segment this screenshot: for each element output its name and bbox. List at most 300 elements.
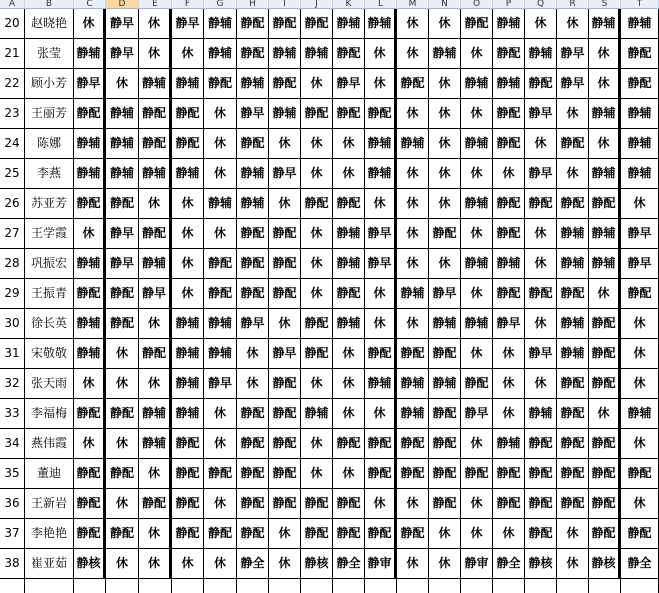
shift-cell[interactable]: 休 (172, 39, 204, 69)
empty-cell[interactable] (621, 579, 659, 593)
shift-cell[interactable]: 静辅 (525, 399, 557, 429)
shift-cell[interactable]: 休 (204, 549, 237, 579)
shift-cell[interactable]: 静核 (525, 549, 557, 579)
shift-cell[interactable]: 静配 (525, 489, 557, 519)
shift-cell[interactable]: 静配 (106, 519, 139, 549)
shift-cell[interactable]: 静辅 (397, 369, 429, 399)
shift-cell[interactable]: 静辅 (621, 159, 659, 189)
shift-cell[interactable]: 静配 (74, 459, 106, 489)
employee-name-cell[interactable]: 陈娜 (25, 129, 74, 159)
column-header-d[interactable]: D (106, 0, 139, 9)
shift-cell[interactable]: 静辅 (461, 69, 493, 99)
shift-cell[interactable]: 静配 (333, 429, 365, 459)
employee-name-cell[interactable]: 崔亚茹 (25, 549, 74, 579)
shift-cell[interactable]: 静配 (557, 399, 589, 429)
shift-cell[interactable]: 静辅 (589, 9, 621, 39)
shift-cell[interactable]: 静辅 (74, 129, 106, 159)
shift-cell[interactable]: 静辅 (557, 309, 589, 339)
shift-cell[interactable]: 休 (172, 219, 204, 249)
empty-cell[interactable] (333, 579, 365, 593)
shift-cell[interactable]: 休 (397, 489, 429, 519)
shift-cell[interactable]: 休 (525, 369, 557, 399)
shift-cell[interactable]: 休 (333, 159, 365, 189)
shift-cell[interactable]: 静配 (74, 519, 106, 549)
shift-cell[interactable]: 静辅 (301, 399, 333, 429)
employee-name-cell[interactable]: 王振青 (25, 279, 74, 309)
shift-cell[interactable]: 静全 (333, 549, 365, 579)
employee-name-cell[interactable]: 宋敬敬 (25, 339, 74, 369)
shift-cell[interactable]: 静配 (333, 279, 365, 309)
shift-cell[interactable]: 休 (397, 99, 429, 129)
shift-cell[interactable]: 静辅 (139, 429, 172, 459)
shift-cell[interactable]: 静配 (621, 279, 659, 309)
shift-cell[interactable]: 静辅 (493, 69, 525, 99)
empty-cell[interactable] (25, 579, 74, 593)
shift-cell[interactable]: 静核 (74, 549, 106, 579)
column-header-i[interactable]: I (269, 0, 301, 9)
shift-cell[interactable]: 静配 (301, 309, 333, 339)
shift-cell[interactable]: 休 (365, 279, 397, 309)
shift-cell[interactable]: 休 (269, 309, 301, 339)
shift-cell[interactable]: 静早 (621, 249, 659, 279)
shift-cell[interactable]: 静辅 (106, 99, 139, 129)
shift-cell[interactable]: 静配 (106, 189, 139, 219)
shift-cell[interactable]: 静配 (269, 9, 301, 39)
shift-cell[interactable]: 静辅 (557, 339, 589, 369)
shift-cell[interactable]: 休 (106, 549, 139, 579)
shift-cell[interactable]: 静辅 (333, 309, 365, 339)
shift-cell[interactable]: 休 (365, 69, 397, 99)
shift-cell[interactable]: 静辅 (493, 9, 525, 39)
shift-cell[interactable]: 静配 (461, 459, 493, 489)
shift-cell[interactable]: 休 (397, 249, 429, 279)
shift-cell[interactable]: 静配 (333, 489, 365, 519)
shift-cell[interactable]: 静配 (525, 459, 557, 489)
shift-cell[interactable]: 静配 (333, 519, 365, 549)
shift-cell[interactable]: 休 (461, 339, 493, 369)
shift-cell[interactable]: 静配 (237, 219, 269, 249)
shift-cell[interactable]: 静配 (589, 429, 621, 459)
empty-cell[interactable] (139, 579, 172, 593)
shift-cell[interactable]: 静配 (621, 69, 659, 99)
shift-cell[interactable]: 休 (621, 339, 659, 369)
column-header-n[interactable]: N (429, 0, 461, 9)
shift-cell[interactable]: 静辅 (397, 129, 429, 159)
shift-cell[interactable]: 静核 (301, 549, 333, 579)
shift-cell[interactable]: 静配 (397, 519, 429, 549)
shift-cell[interactable]: 休 (106, 69, 139, 99)
shift-cell[interactable]: 休 (139, 9, 172, 39)
shift-cell[interactable]: 静配 (106, 459, 139, 489)
employee-name-cell[interactable]: 王丽芳 (25, 99, 74, 129)
shift-cell[interactable]: 静配 (525, 429, 557, 459)
column-header-h[interactable]: H (237, 0, 269, 9)
shift-cell[interactable]: 静辅 (106, 129, 139, 159)
shift-cell[interactable]: 休 (139, 459, 172, 489)
column-header-l[interactable]: L (365, 0, 397, 9)
shift-cell[interactable]: 休 (139, 519, 172, 549)
shift-cell[interactable]: 静配 (493, 99, 525, 129)
shift-cell[interactable]: 静配 (493, 489, 525, 519)
employee-name-cell[interactable]: 张莹 (25, 39, 74, 69)
empty-cell[interactable] (557, 579, 589, 593)
shift-cell[interactable]: 休 (333, 339, 365, 369)
shift-cell[interactable]: 静早 (269, 159, 301, 189)
shift-cell[interactable]: 休 (397, 9, 429, 39)
employee-name-cell[interactable]: 赵晓艳 (25, 9, 74, 39)
shift-cell[interactable]: 静配 (204, 279, 237, 309)
shift-cell[interactable]: 静配 (269, 249, 301, 279)
shift-cell[interactable]: 静辅 (269, 99, 301, 129)
shift-cell[interactable]: 休 (493, 369, 525, 399)
shift-cell[interactable]: 静核 (589, 549, 621, 579)
shift-cell[interactable]: 静早 (172, 9, 204, 39)
shift-cell[interactable]: 静辅 (621, 9, 659, 39)
shift-cell[interactable]: 休 (74, 429, 106, 459)
shift-cell[interactable]: 休 (429, 519, 461, 549)
shift-cell[interactable]: 休 (557, 9, 589, 39)
shift-cell[interactable]: 休 (204, 399, 237, 429)
shift-cell[interactable]: 休 (301, 249, 333, 279)
shift-cell[interactable]: 静辅 (557, 249, 589, 279)
shift-cell[interactable]: 静配 (557, 459, 589, 489)
shift-cell[interactable]: 静配 (269, 69, 301, 99)
shift-cell[interactable]: 静早 (106, 219, 139, 249)
shift-cell[interactable]: 静配 (557, 369, 589, 399)
shift-cell[interactable]: 静辅 (172, 159, 204, 189)
shift-cell[interactable]: 静辅 (204, 339, 237, 369)
shift-cell[interactable]: 休 (301, 159, 333, 189)
shift-cell[interactable]: 休 (397, 549, 429, 579)
shift-cell[interactable]: 静配 (397, 429, 429, 459)
shift-cell[interactable]: 休 (204, 489, 237, 519)
shift-cell[interactable]: 静辅 (74, 309, 106, 339)
column-header-j[interactable]: J (301, 0, 333, 9)
shift-cell[interactable]: 静辅 (74, 39, 106, 69)
shift-cell[interactable]: 静辅 (589, 99, 621, 129)
shift-cell[interactable]: 静早 (74, 69, 106, 99)
shift-cell[interactable]: 静配 (397, 69, 429, 99)
shift-cell[interactable]: 休 (301, 219, 333, 249)
shift-cell[interactable]: 静辅 (269, 39, 301, 69)
shift-cell[interactable]: 静早 (365, 219, 397, 249)
column-header-f[interactable]: F (172, 0, 204, 9)
shift-cell[interactable]: 静配 (589, 189, 621, 219)
shift-cell[interactable]: 静配 (172, 519, 204, 549)
shift-cell[interactable]: 静早 (139, 279, 172, 309)
shift-cell[interactable]: 休 (301, 279, 333, 309)
employee-name-cell[interactable]: 李艳艳 (25, 519, 74, 549)
shift-cell[interactable]: 静配 (237, 249, 269, 279)
shift-cell[interactable]: 休 (557, 549, 589, 579)
shift-cell[interactable]: 静配 (589, 309, 621, 339)
shift-cell[interactable]: 休 (429, 249, 461, 279)
shift-cell[interactable]: 静配 (139, 99, 172, 129)
shift-cell[interactable]: 静配 (461, 369, 493, 399)
shift-cell[interactable]: 休 (557, 519, 589, 549)
shift-cell[interactable]: 休 (365, 189, 397, 219)
shift-cell[interactable]: 静辅 (365, 9, 397, 39)
shift-cell[interactable]: 静配 (237, 9, 269, 39)
column-header-p[interactable]: P (493, 0, 525, 9)
shift-cell[interactable]: 静辅 (139, 159, 172, 189)
shift-cell[interactable]: 静配 (621, 519, 659, 549)
empty-cell[interactable] (0, 579, 25, 593)
shift-cell[interactable]: 静辅 (429, 39, 461, 69)
shift-cell[interactable]: 休 (106, 369, 139, 399)
shift-cell[interactable]: 静辅 (74, 339, 106, 369)
shift-cell[interactable]: 静配 (493, 189, 525, 219)
column-header-a[interactable]: A (0, 0, 25, 9)
shift-cell[interactable]: 休 (461, 279, 493, 309)
shift-cell[interactable]: 静配 (365, 459, 397, 489)
shift-cell[interactable]: 休 (429, 159, 461, 189)
shift-cell[interactable]: 静配 (429, 339, 461, 369)
shift-cell[interactable]: 休 (461, 489, 493, 519)
shift-cell[interactable]: 静配 (301, 519, 333, 549)
shift-cell[interactable]: 静配 (106, 309, 139, 339)
shift-cell[interactable]: 休 (589, 39, 621, 69)
shift-cell[interactable]: 静配 (269, 489, 301, 519)
shift-cell[interactable]: 静辅 (172, 399, 204, 429)
shift-cell[interactable]: 休 (557, 99, 589, 129)
shift-cell[interactable]: 静配 (621, 459, 659, 489)
shift-cell[interactable]: 静配 (172, 429, 204, 459)
shift-cell[interactable]: 休 (269, 189, 301, 219)
shift-cell[interactable]: 休 (621, 309, 659, 339)
shift-cell[interactable]: 静辅 (237, 159, 269, 189)
shift-cell[interactable]: 休 (621, 489, 659, 519)
shift-cell[interactable]: 静配 (172, 129, 204, 159)
column-header-b[interactable]: B (25, 0, 74, 9)
shift-cell[interactable]: 静配 (333, 99, 365, 129)
shift-cell[interactable]: 休 (333, 129, 365, 159)
shift-cell[interactable]: 休 (461, 159, 493, 189)
shift-cell[interactable]: 静辅 (589, 159, 621, 189)
shift-cell[interactable]: 静辅 (429, 309, 461, 339)
shift-cell[interactable]: 静配 (461, 9, 493, 39)
shift-cell[interactable]: 休 (172, 249, 204, 279)
shift-cell[interactable]: 休 (525, 249, 557, 279)
shift-cell[interactable]: 休 (172, 189, 204, 219)
shift-cell[interactable]: 静配 (237, 39, 269, 69)
shift-cell[interactable]: 静配 (333, 39, 365, 69)
shift-cell[interactable]: 静配 (301, 489, 333, 519)
shift-cell[interactable]: 静辅 (74, 249, 106, 279)
shift-cell[interactable]: 休 (525, 129, 557, 159)
shift-cell[interactable]: 静辅 (204, 39, 237, 69)
shift-cell[interactable]: 静配 (589, 369, 621, 399)
empty-cell[interactable] (237, 579, 269, 593)
shift-cell[interactable]: 休 (139, 39, 172, 69)
empty-cell[interactable] (365, 579, 397, 593)
shift-cell[interactable]: 休 (365, 399, 397, 429)
column-header-e[interactable]: E (139, 0, 172, 9)
shift-cell[interactable]: 休 (74, 219, 106, 249)
employee-name-cell[interactable]: 王学霞 (25, 219, 74, 249)
shift-cell[interactable]: 静配 (621, 39, 659, 69)
shift-cell[interactable]: 静配 (365, 429, 397, 459)
shift-cell[interactable]: 静辅 (333, 219, 365, 249)
column-header-g[interactable]: G (204, 0, 237, 9)
shift-cell[interactable]: 休 (589, 69, 621, 99)
shift-cell[interactable]: 静辅 (172, 369, 204, 399)
shift-cell[interactable]: 静配 (429, 459, 461, 489)
shift-cell[interactable]: 静配 (301, 99, 333, 129)
empty-cell[interactable] (429, 579, 461, 593)
column-header-r[interactable]: R (557, 0, 589, 9)
shift-cell[interactable]: 静配 (139, 339, 172, 369)
shift-cell[interactable]: 休 (525, 309, 557, 339)
shift-cell[interactable]: 休 (429, 9, 461, 39)
shift-cell[interactable]: 休 (397, 189, 429, 219)
shift-cell[interactable]: 静辅 (525, 39, 557, 69)
shift-cell[interactable]: 静配 (74, 99, 106, 129)
shift-cell[interactable]: 静辅 (237, 189, 269, 219)
shift-cell[interactable]: 静配 (493, 279, 525, 309)
shift-cell[interactable]: 休 (237, 369, 269, 399)
shift-cell[interactable]: 静配 (237, 459, 269, 489)
shift-cell[interactable]: 静配 (269, 219, 301, 249)
shift-cell[interactable]: 休 (589, 279, 621, 309)
shift-cell[interactable]: 静配 (429, 219, 461, 249)
shift-cell[interactable]: 静配 (493, 129, 525, 159)
shift-cell[interactable]: 静辅 (74, 159, 106, 189)
shift-cell[interactable]: 静辅 (139, 69, 172, 99)
shift-cell[interactable]: 静全 (621, 549, 659, 579)
shift-cell[interactable]: 静辅 (237, 69, 269, 99)
employee-name-cell[interactable]: 燕伟霞 (25, 429, 74, 459)
shift-cell[interactable]: 休 (204, 219, 237, 249)
shift-cell[interactable]: 静早 (106, 39, 139, 69)
shift-cell[interactable]: 休 (557, 159, 589, 189)
shift-cell[interactable]: 休 (397, 159, 429, 189)
shift-cell[interactable]: 静配 (525, 69, 557, 99)
shift-cell[interactable]: 静配 (237, 519, 269, 549)
shift-cell[interactable]: 静配 (557, 429, 589, 459)
empty-cell[interactable] (397, 579, 429, 593)
shift-cell[interactable]: 静配 (557, 189, 589, 219)
shift-cell[interactable]: 静配 (204, 459, 237, 489)
shift-cell[interactable]: 休 (429, 99, 461, 129)
shift-cell[interactable]: 休 (204, 99, 237, 129)
shift-cell[interactable]: 静配 (589, 339, 621, 369)
shift-cell[interactable]: 静配 (589, 489, 621, 519)
shift-cell[interactable]: 静配 (269, 429, 301, 459)
shift-cell[interactable]: 静辅 (172, 309, 204, 339)
shift-cell[interactable]: 静配 (301, 339, 333, 369)
shift-cell[interactable]: 休 (139, 309, 172, 339)
empty-cell[interactable] (204, 579, 237, 593)
shift-cell[interactable]: 静辅 (172, 69, 204, 99)
shift-cell[interactable]: 静配 (237, 489, 269, 519)
shift-cell[interactable]: 静辅 (365, 159, 397, 189)
shift-cell[interactable]: 静早 (269, 339, 301, 369)
shift-cell[interactable]: 休 (493, 399, 525, 429)
empty-cell[interactable] (493, 579, 525, 593)
shift-cell[interactable]: 休 (301, 69, 333, 99)
shift-cell[interactable]: 静辅 (365, 129, 397, 159)
shift-cell[interactable]: 静辅 (589, 219, 621, 249)
shift-cell[interactable]: 休 (204, 129, 237, 159)
shift-cell[interactable]: 静辅 (365, 369, 397, 399)
employee-name-cell[interactable]: 王新岩 (25, 489, 74, 519)
shift-cell[interactable]: 静配 (525, 279, 557, 309)
shift-cell[interactable]: 静配 (429, 399, 461, 429)
shift-cell[interactable]: 休 (429, 69, 461, 99)
shift-cell[interactable]: 休 (139, 369, 172, 399)
employee-name-cell[interactable]: 巩振宏 (25, 249, 74, 279)
shift-cell[interactable]: 静配 (106, 279, 139, 309)
shift-cell[interactable]: 静配 (139, 129, 172, 159)
shift-cell[interactable]: 静配 (172, 489, 204, 519)
shift-cell[interactable]: 休 (139, 549, 172, 579)
shift-cell[interactable]: 静审 (365, 549, 397, 579)
employee-name-cell[interactable]: 董迪 (25, 459, 74, 489)
shift-cell[interactable]: 静配 (237, 429, 269, 459)
shift-cell[interactable]: 静早 (525, 339, 557, 369)
shift-cell[interactable]: 静辅 (172, 339, 204, 369)
shift-cell[interactable]: 休 (461, 219, 493, 249)
shift-cell[interactable]: 静早 (106, 9, 139, 39)
shift-cell[interactable]: 休 (365, 39, 397, 69)
shift-cell[interactable]: 休 (106, 429, 139, 459)
shift-cell[interactable]: 静配 (269, 459, 301, 489)
shift-cell[interactable]: 休 (106, 489, 139, 519)
column-header-m[interactable]: M (397, 0, 429, 9)
column-header-o[interactable]: O (461, 0, 493, 9)
employee-name-cell[interactable]: 徐长英 (25, 309, 74, 339)
shift-cell[interactable]: 静早 (365, 249, 397, 279)
shift-cell[interactable]: 静早 (429, 279, 461, 309)
empty-cell[interactable] (461, 579, 493, 593)
shift-cell[interactable]: 静配 (269, 399, 301, 429)
shift-cell[interactable]: 静早 (204, 369, 237, 399)
employee-name-cell[interactable]: 李福梅 (25, 399, 74, 429)
empty-cell[interactable] (525, 579, 557, 593)
shift-cell[interactable]: 休 (106, 339, 139, 369)
shift-cell[interactable]: 静辅 (333, 9, 365, 39)
shift-cell[interactable]: 静配 (365, 99, 397, 129)
shift-cell[interactable]: 静辅 (557, 219, 589, 249)
shift-cell[interactable]: 休 (429, 129, 461, 159)
shift-cell[interactable]: 静辅 (589, 249, 621, 279)
shift-cell[interactable]: 静配 (269, 279, 301, 309)
shift-cell[interactable]: 静配 (74, 489, 106, 519)
shift-cell[interactable]: 静配 (237, 279, 269, 309)
employee-name-cell[interactable]: 苏亚芳 (25, 189, 74, 219)
shift-cell[interactable]: 静配 (397, 459, 429, 489)
shift-cell[interactable]: 静辅 (204, 189, 237, 219)
shift-cell[interactable]: 静配 (589, 519, 621, 549)
empty-cell[interactable] (106, 579, 139, 593)
empty-cell[interactable] (269, 579, 301, 593)
shift-cell[interactable]: 静配 (237, 129, 269, 159)
shift-cell[interactable]: 静配 (365, 339, 397, 369)
shift-cell[interactable]: 休 (365, 309, 397, 339)
shift-cell[interactable]: 静配 (365, 519, 397, 549)
shift-cell[interactable]: 休 (74, 369, 106, 399)
shift-cell[interactable]: 静辅 (461, 189, 493, 219)
shift-cell[interactable]: 静配 (429, 429, 461, 459)
shift-cell[interactable]: 休 (365, 489, 397, 519)
shift-cell[interactable]: 休 (429, 549, 461, 579)
shift-cell[interactable]: 静配 (139, 219, 172, 249)
empty-cell[interactable] (301, 579, 333, 593)
shift-cell[interactable]: 休 (525, 9, 557, 39)
shift-cell[interactable]: 静配 (301, 9, 333, 39)
shift-cell[interactable]: 休 (172, 279, 204, 309)
